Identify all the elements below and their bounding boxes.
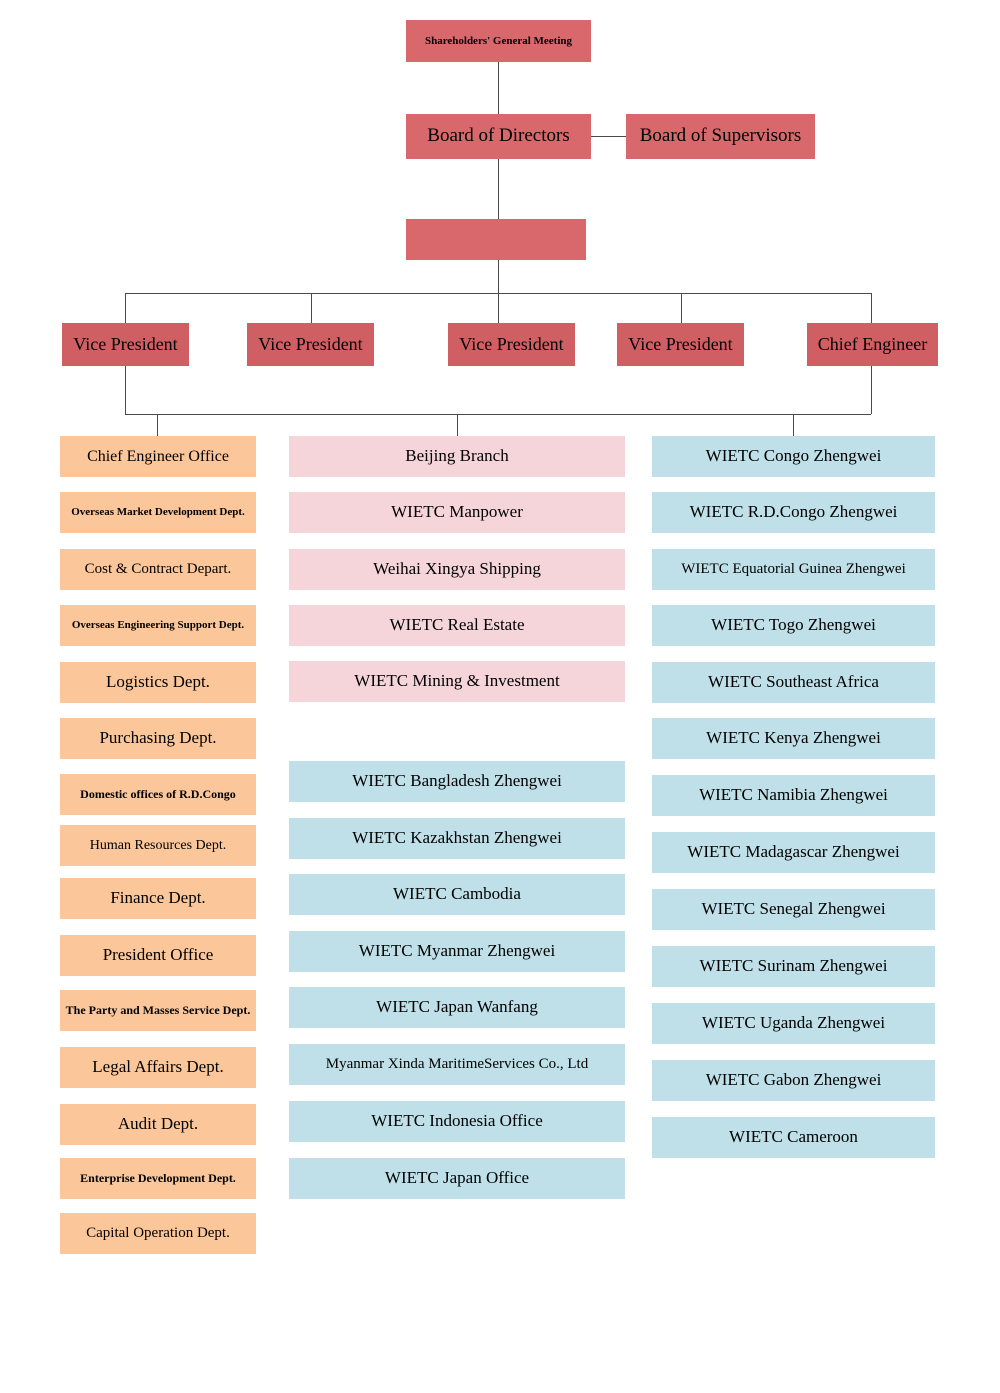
node-subsidiary-mid-4[interactable] <box>289 931 625 972</box>
node-subsidiary-right-7[interactable] <box>652 775 935 816</box>
node-vice-president-4[interactable] <box>617 323 744 366</box>
node-label: WIETC Togo Zhengwei <box>711 615 876 635</box>
node-department-3[interactable] <box>60 549 256 590</box>
node-subsidiary-right-13[interactable] <box>652 1117 935 1158</box>
node-label: Logistics Dept. <box>106 672 210 692</box>
node-department-13[interactable] <box>60 1104 256 1145</box>
node-label: Weihai Xingya Shipping <box>373 559 541 579</box>
node-label: Myanmar Xinda MaritimeServices Co., Ltd <box>325 1056 589 1073</box>
node-department-12[interactable] <box>60 1047 256 1088</box>
node-label: Human Resources Dept. <box>89 837 227 853</box>
node-vice-president-1[interactable] <box>62 323 189 366</box>
node-label: Cost & Contract Depart. <box>84 561 232 578</box>
node-label: Vice President <box>73 333 178 354</box>
node-label: WIETC Senegal Zhengwei <box>701 899 886 919</box>
node-label: WIETC Japan Wanfang <box>376 997 538 1017</box>
node-label: WIETC Mining & Investment <box>354 671 560 691</box>
node-subsidiary-mid-3[interactable] <box>289 874 625 915</box>
node-label: WIETC Real Estate <box>389 615 525 635</box>
node-label: Capital Operation Dept. <box>86 1225 230 1242</box>
connector-column-bus <box>125 414 871 415</box>
node-label: Board of Supervisors <box>639 125 802 147</box>
node-label: Vice President <box>628 333 733 354</box>
node-label: WIETC Gabon Zhengwei <box>705 1070 882 1090</box>
node-label: Board of Directors <box>427 125 570 147</box>
node-subsidiary-right-1[interactable] <box>652 436 935 477</box>
node-label: WIETC Kazakhstan Zhengwei <box>352 828 562 848</box>
node-label: WIETC Japan Office <box>384 1168 530 1188</box>
node-label: WIETC Cambodia <box>393 884 521 904</box>
node-subsidiary-right-10[interactable] <box>652 946 935 987</box>
node-department-10[interactable] <box>60 935 256 976</box>
node-subsidiary-mid-7[interactable] <box>289 1101 625 1142</box>
node-vice-president-3[interactable] <box>448 323 575 366</box>
node-subsidiary-right-4[interactable] <box>652 605 935 646</box>
node-department-4[interactable] <box>60 605 256 646</box>
node-label: WIETC Surinam Zhengwei <box>699 956 888 976</box>
connector-vp3-drop <box>498 293 499 323</box>
node-subsidiary-right-6[interactable] <box>652 718 935 759</box>
connector-ce-down <box>871 366 872 414</box>
node-subsidiary-mid-2[interactable] <box>289 818 625 859</box>
node-subsidiary-mid-1[interactable] <box>289 761 625 802</box>
connector-vp4-drop <box>681 293 682 323</box>
node-label: Vice President <box>459 333 564 354</box>
node-label: Finance Dept. <box>110 888 206 908</box>
connector-col1-drop <box>157 414 158 436</box>
node-subsidiary-pink-4[interactable] <box>289 605 625 646</box>
node-label: WIETC Manpower <box>391 502 523 522</box>
node-label: WIETC Congo Zhengwei <box>705 446 882 466</box>
node-department-5[interactable] <box>60 662 256 703</box>
node-subsidiary-pink-3[interactable] <box>289 549 625 590</box>
node-label: WIETC Bangladesh Zhengwei <box>352 771 562 791</box>
node-department-9[interactable] <box>60 878 256 919</box>
node-label: Legal Affairs Dept. <box>92 1057 224 1077</box>
node-subsidiary-right-9[interactable] <box>652 889 935 930</box>
connector-vp1-down <box>125 366 126 414</box>
node-label: Overseas Market Development Dept. <box>71 506 245 519</box>
connector-vp2-drop <box>311 293 312 323</box>
node-label: WIETC Cameroon <box>729 1127 858 1147</box>
node-board-of-directors[interactable] <box>406 114 591 159</box>
node-label: WIETC R.D.Congo Zhengwei <box>689 502 898 522</box>
node-department-15[interactable] <box>60 1213 256 1254</box>
node-label: Shareholders' General Meeting <box>424 34 573 47</box>
node-subsidiary-mid-5[interactable] <box>289 987 625 1028</box>
node-department-2[interactable] <box>60 492 256 533</box>
node-label: WIETC Equatorial Guinea Zhengwei <box>681 561 906 578</box>
node-label: Purchasing Dept. <box>99 728 217 748</box>
node-label: Audit Dept. <box>117 1114 199 1134</box>
node-label: WIETC Indonesia Office <box>371 1111 543 1131</box>
node-subsidiary-pink-5[interactable] <box>289 661 625 702</box>
node-subsidiary-right-11[interactable] <box>652 1003 935 1044</box>
node-vice-president-2[interactable] <box>247 323 374 366</box>
connector-board-supervisors <box>589 136 626 137</box>
node-department-14[interactable] <box>60 1158 256 1199</box>
node-label: Chief Engineer Office <box>87 447 229 465</box>
node-shareholders-general-meeting[interactable] <box>406 20 591 62</box>
node-board-of-supervisors[interactable] <box>626 114 815 159</box>
node-department-11[interactable] <box>60 990 256 1031</box>
node-subsidiary-right-3[interactable] <box>652 549 935 590</box>
node-label: Domestic offices of R.D.Congo <box>80 786 236 801</box>
connector-col2-drop <box>457 414 458 436</box>
node-label: WIETC Southeast Africa <box>708 672 879 692</box>
node-department-8[interactable] <box>60 825 256 866</box>
node-subsidiary-mid-8[interactable] <box>289 1158 625 1199</box>
node-label: Enterprise Development Dept. <box>80 1170 236 1185</box>
node-chief-engineer[interactable] <box>807 323 938 366</box>
connector-president-bus <box>498 260 499 293</box>
connector-vp1-drop <box>125 293 126 323</box>
node-subsidiary-mid-6[interactable] <box>289 1044 625 1085</box>
node-label: Beijing Branch <box>405 446 509 466</box>
node-subsidiary-pink-1[interactable] <box>289 436 625 477</box>
node-label: WIETC Myanmar Zhengwei <box>358 941 556 961</box>
node-department-7[interactable] <box>60 774 256 815</box>
connector-shareholders-board <box>498 62 499 116</box>
node-president[interactable] <box>406 219 586 260</box>
node-department-6[interactable] <box>60 718 256 759</box>
node-subsidiary-right-5[interactable] <box>652 662 935 703</box>
node-label: Overseas Engineering Support Dept. <box>71 619 245 632</box>
node-subsidiary-right-12[interactable] <box>652 1060 935 1101</box>
connector-board-president <box>498 159 499 219</box>
node-label: WIETC Namibia Zhengwei <box>699 785 888 805</box>
node-department-1[interactable] <box>60 436 256 477</box>
node-label: WIETC Kenya Zhengwei <box>706 728 881 748</box>
connector-col3-drop <box>793 414 794 436</box>
node-subsidiary-right-2[interactable] <box>652 492 935 533</box>
node-label: The Party and Masses Service Dept. <box>65 1002 251 1017</box>
node-label: Chief Engineer <box>817 333 928 354</box>
node-label: WIETC Uganda Zhengwei <box>701 1013 886 1033</box>
node-subsidiary-right-8[interactable] <box>652 832 935 873</box>
connector-chief-engineer-drop <box>871 293 872 323</box>
node-subsidiary-pink-2[interactable] <box>289 492 625 533</box>
node-label: WIETC Madagascar Zhengwei <box>687 842 900 862</box>
node-label: President Office <box>102 945 214 965</box>
node-label: Vice President <box>258 333 363 354</box>
